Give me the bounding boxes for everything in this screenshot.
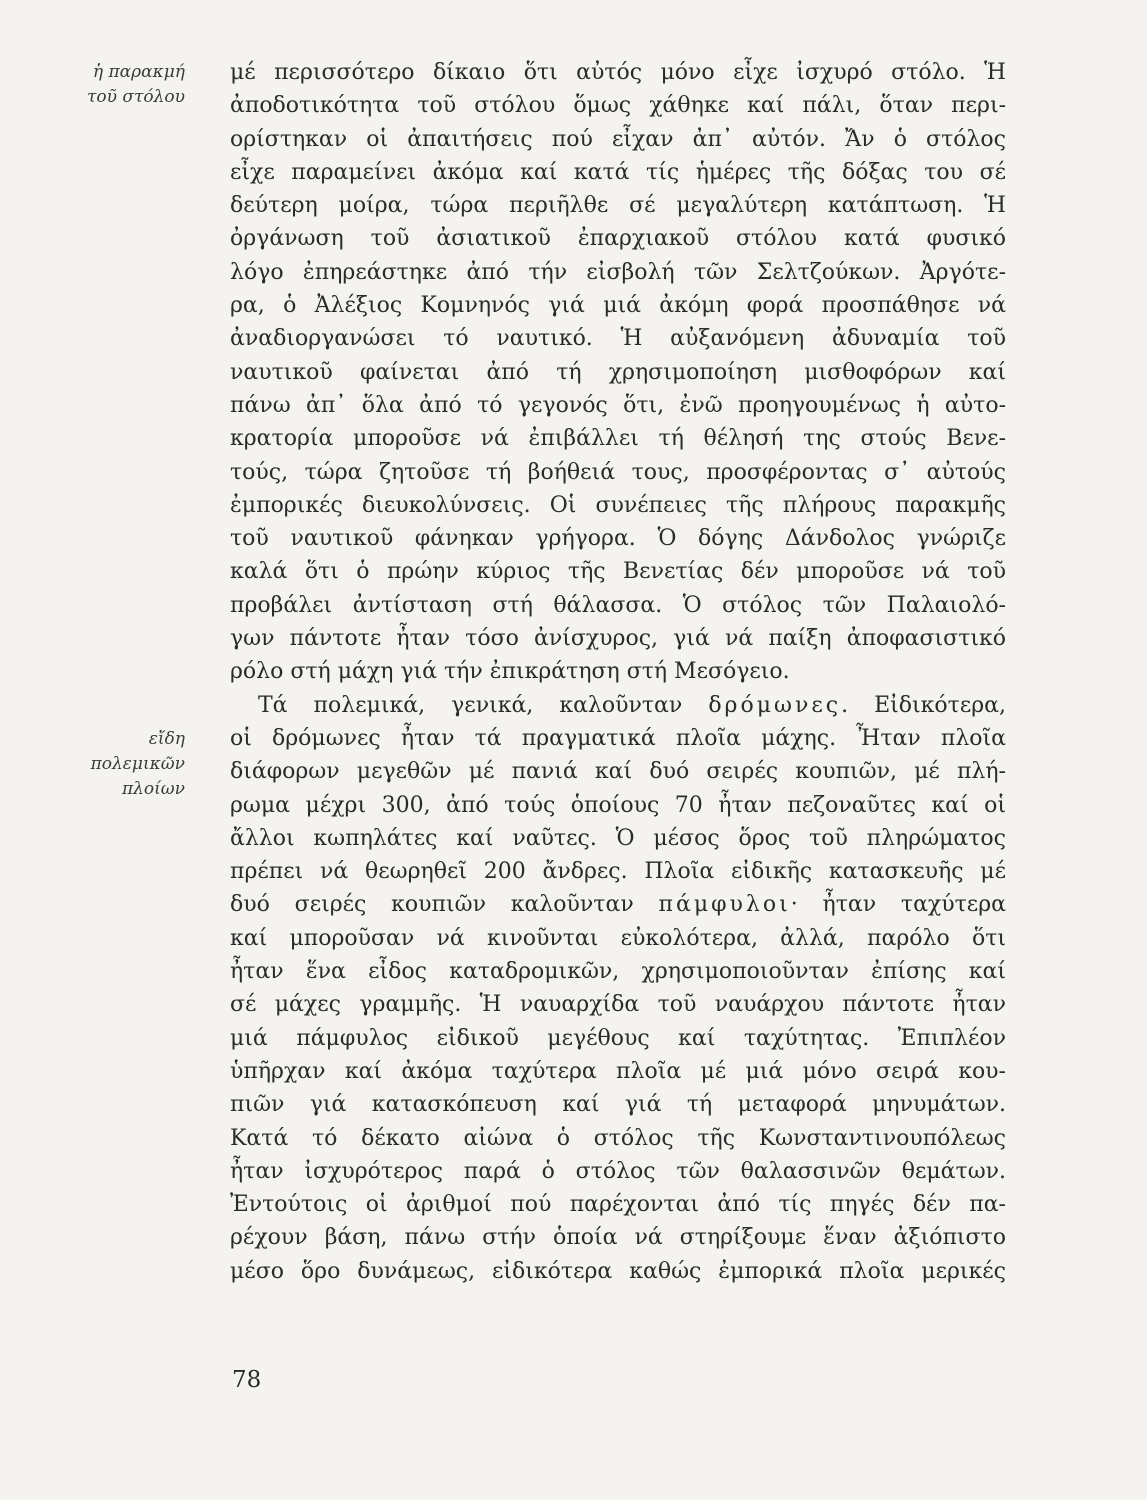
text-line: ναυτικοῦ φαίνεται ἀπό τή χρησιμοποίηση μισθοφόρων καί	[230, 359, 1006, 385]
page-number: 78	[232, 1367, 262, 1393]
text-line: τούς, τώρα ζητοῦσε τή βοήθειά τους, προσφέροντας σ᾿ αὐτούς	[230, 459, 1006, 485]
text-line: γων πάντοτε ἦταν τόσο ἀνίσχυρος, γιά νά παίξη ἀποφασιστικό	[230, 626, 1006, 652]
text-line: διάφορων μεγεθῶν μέ πανιά καί δυό σειρές κουπιῶν, μέ πλή-	[230, 759, 1006, 785]
text-line: ρέχουν βάση, πάνω στήν ὁποία νά στηρίξουμε ἕναν ἀξιόπιστο	[230, 1225, 1006, 1251]
margin-note-line: εἴδη	[148, 729, 185, 749]
main-text	[230, 56, 1006, 1288]
margin-note-line: ἡ παρακμή	[92, 62, 185, 82]
margin-note-line: πλοίων	[121, 779, 185, 799]
spaced-term-dromones: δρόμωνες	[708, 692, 842, 718]
margin-note-line: τοῦ στόλου	[87, 87, 185, 107]
text-line: Ἐντούτοις οἱ ἀριθμοί πού παρέχονται ἀπό τίς πηγές δέν πα-	[230, 1192, 1006, 1218]
text-line: οἱ δρόμωνες ἦταν τά πραγματικά πλοῖα μάχης. Ἦταν πλοῖα	[230, 725, 1006, 751]
text-line-first	[230, 689, 1006, 722]
text-run: · ἦταν ταχύτερα	[790, 892, 1006, 918]
text-line: ἄλλοι κωπηλάτες καί ναῦτες. Ὁ μέσος ὅρος τοῦ πληρώματος	[230, 825, 1006, 851]
spaced-term-pamphyloi: πάμφυλοι	[658, 892, 791, 918]
text-run: . Εἰδικότερα,	[841, 692, 1007, 718]
text-line: προβάλει ἀντίσταση στή θάλασσα. Ὁ στόλος τῶν Παλαιολό-	[230, 592, 1006, 618]
text-line: ἦταν ἕνα εἶδος καταδρομικῶν, χρησιμοποιοῦνταν ἐπίσης καί	[230, 959, 1006, 985]
text-line: καί μποροῦσαν νά κινοῦνται εὐκολότερα, ἀλλά, παρόλο ὅτι	[230, 925, 1006, 951]
text-line: ρα, ὁ Ἀλέξιος Κομνηνός γιά μιά ἀκόμη φορά προσπάθησε νά	[230, 293, 1006, 319]
paragraph-warship-types	[230, 689, 1006, 1288]
text-line: δεύτερη μοίρα, τώρα περιῆλθε σέ μεγαλύτερη κατάπτωση. Ἡ	[230, 193, 1006, 219]
margin-note-line: πολεμικῶν	[90, 754, 185, 774]
text-line: ρωμα μέχρι 300, ἀπό τούς ὁποίους 70 ἦταν πεζοναῦτες καί οἱ	[230, 792, 1006, 818]
text-line: μιά πάμφυλος εἰδικοῦ μεγέθους καί ταχύτητας. Ἐπιπλέον	[230, 1025, 1006, 1051]
paragraph-fleet-decline	[230, 56, 1006, 689]
text-line: πιῶν γιά κατασκόπευση καί γιά τή μεταφορά μηνυμάτων.	[230, 1092, 1006, 1118]
text-line: εἶχε παραμείνει ἀκόμα καί κατά τίς ἡμέρες τῆς δόξας του σέ	[230, 159, 1006, 185]
text-line: λόγο ἐπηρεάστηκε ἀπό τήν εἰσβολή τῶν Σελτζούκων. Ἀργότε-	[230, 259, 1006, 285]
text-line: ρόλο στή μάχη γιά τήν ἐπικράτηση στή Μεσόγειο.	[230, 659, 790, 685]
text-line: καλά ὅτι ὁ πρώην κύριος τῆς Βενετίας δέν μποροῦσε νά τοῦ	[230, 559, 1006, 585]
text-line: ὑπῆρχαν καί ἀκόμα ταχύτερα πλοῖα μέ μιά μόνο σειρά κου-	[230, 1058, 1006, 1084]
text-line: ἀποδοτικότητα τοῦ στόλου ὅμως χάθηκε καί πάλι, ὅταν περι-	[230, 93, 1006, 119]
text-line: ἦταν ἰσχυρότερος παρά ὁ στόλος τῶν θαλασσινῶν θεμάτων.	[230, 1158, 1006, 1184]
text-line: ἀναδιοργανώσει τό ναυτικό. Ἡ αὐξανόμενη ἀδυναμία τοῦ	[230, 326, 1006, 352]
text-line: πρέπει νά θεωρηθεῖ 200 ἄνδρες. Πλοῖα εἰδικῆς κατασκευῆς μέ	[230, 859, 1006, 885]
text-line: μέ περισσότερο δίκαιο ὅτι αὐτός μόνο εἶχε ἰσχυρό στόλο. Ἡ	[230, 60, 1006, 85]
text-run: Τά πολεμικά, γενικά, καλοῦνταν	[258, 692, 709, 718]
text-line: Κατά τό δέκατο αἰώνα ὁ στόλος τῆς Κωνσταντινουπόλεως	[230, 1125, 1006, 1151]
text-line: ὀργάνωση τοῦ ἀσιατικοῦ ἐπαρχιακοῦ στόλου κατά φυσικό	[230, 226, 1006, 252]
margin-note-types-of-warships	[91, 727, 185, 802]
text-line: σέ μάχες γραμμῆς. Ἡ ναυαρχίδα τοῦ ναυάρχου πάντοτε ἦταν	[230, 992, 1006, 1018]
margin-note-decline-of-fleet	[87, 60, 185, 110]
text-line: ορίστηκαν οἱ ἀπαιτήσεις πού εἶχαν ἀπ᾿ αὐτόν. Ἄν ὁ στόλος	[230, 126, 1006, 152]
text-line: ἐμπορικές διευκολύνσεις. Οἱ συνέπειες τῆς πλήρους παρακμῆς	[230, 492, 1006, 518]
text-line: πάνω ἀπ᾿ ὅλα ἀπό τό γεγονός ὅτι, ἐνῶ προηγουμένως ἡ αὐτο-	[230, 392, 1006, 418]
text-run: δυό σειρές κουπιῶν καλοῦνταν	[230, 892, 659, 918]
text-line-spaced	[230, 888, 1006, 921]
text-line: μέσο ὅρο δυνάμεως, εἰδικότερα καθώς ἐμπορικά πλοῖα μερικές	[230, 1258, 1006, 1284]
text-line: κρατορία μποροῦσε νά ἐπιβάλλει τή θέλησή της στούς Βενε-	[230, 426, 1006, 452]
text-line: τοῦ ναυτικοῦ φάνηκαν γρήγορα. Ὁ δόγης Δάνδολος γνώριζε	[230, 526, 1006, 552]
